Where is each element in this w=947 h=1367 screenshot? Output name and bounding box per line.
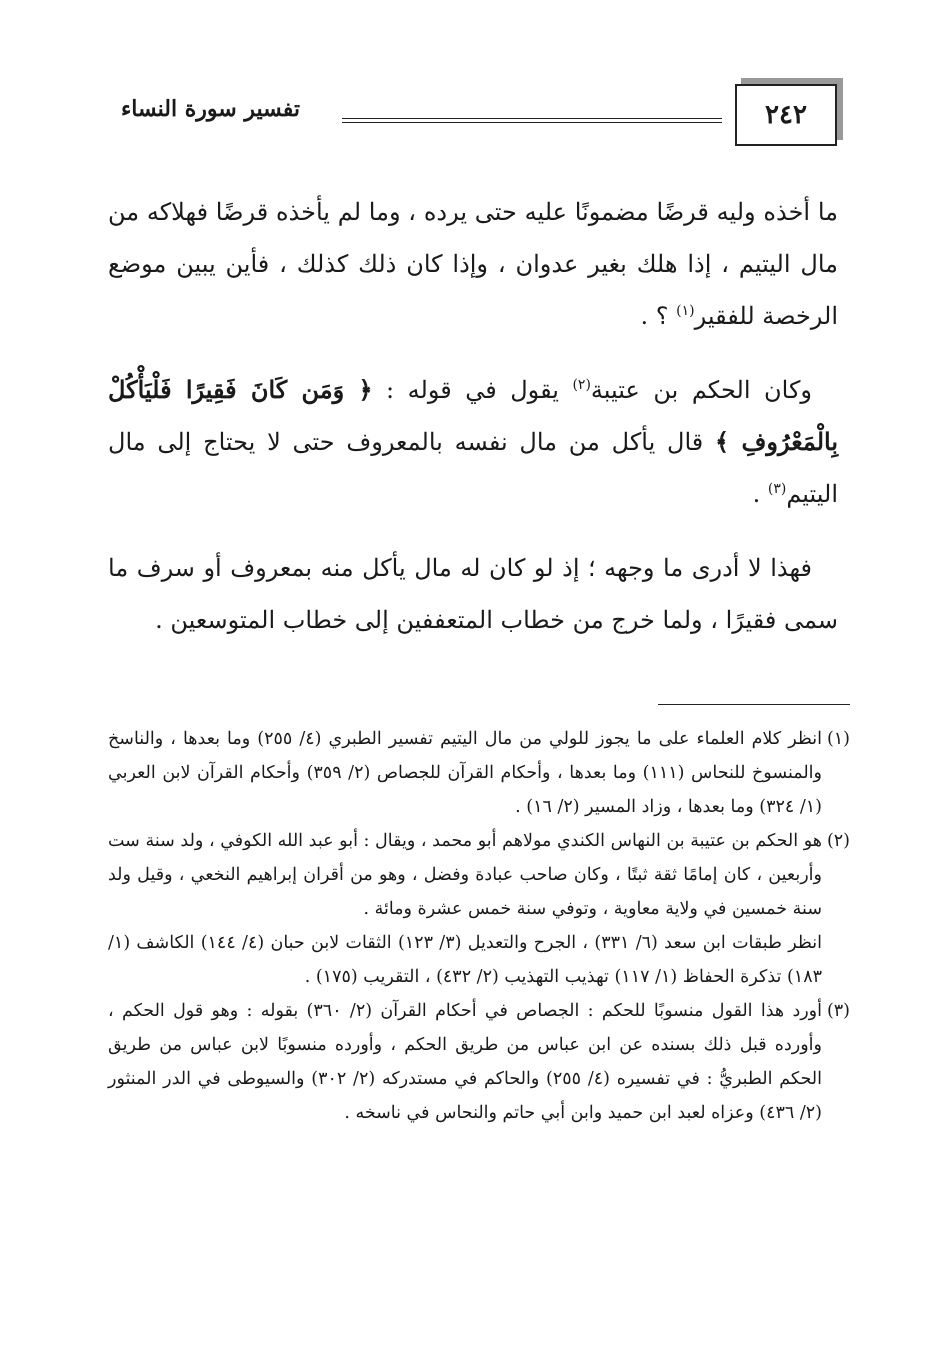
footnote-1-number: (١) [826, 729, 850, 749]
footnote-1 [108, 722, 850, 824]
footnote-2-references-text: انظر طبقات ابن سعد (٦/ ٣٣١) ، الجرح والتعديل (٣/ ١٢٣) الثقات لابن حبان (٤/ ١٤٤) الكاشف (١/ ١٨٣) تذكرة الحفاظ (١/ ١١٧) تهذيب التهذيب (٢/ ٤٣٢) ، التقريب (١٧٥) . [108, 933, 822, 987]
paragraph-2-text-b: يقول في قوله : [372, 376, 573, 404]
paragraph-1 [108, 186, 838, 342]
paragraph-2 [108, 364, 838, 520]
paragraph-2-end: . [752, 480, 768, 508]
footnote-3-number: (٣) [826, 1001, 850, 1021]
header-rule [342, 118, 722, 123]
footnote-ref-1: (١) [676, 303, 695, 319]
page-number: ٢٤٢ [735, 84, 837, 146]
footnote-3-text: أورد هذا القول منسوبًا للحكم : الجصاص في أحكام القرآن (٢/ ٣٦٠) بقوله : وهو قول الحكم ، وأورده قبل ذلك بسنده عن ابن عباس من طريق الحكم ، وأورده منسوبًا لابن عباس من طريق الحكم الطبريُّ : في تفسيره (٤/ ٢٥٥) والحاكم في مستدركه (٢/ ٣٠٢) والسيوطى في الدر المنثور (٢/ ٤٣٦) وعزاه لعبد ابن حميد وابن أبي حاتم والنحاس في ناسخه . [108, 1001, 822, 1123]
paragraph-1-end: ؟ . [640, 302, 677, 330]
paragraph-2-text-a: وكان الحكم بن عتيبة [590, 376, 813, 404]
footnote-1-text: انظر كلام العلماء على ما يجوز للولي من مال اليتيم تفسير الطبري (٤/ ٢٥٥) وما بعدها ، والناسخ والمنسوخ للنحاس (١١١) وما بعدها ، وأحكام القرآن للجصاص (٢/ ٣٥٩) وأحكام القرآن لابن العربي (١/ ٣٢٤) وما بعدها ، وزاد المسير (٢/ ١٦) . [108, 729, 822, 817]
footnote-3 [108, 994, 850, 1130]
footnote-2 [108, 824, 850, 926]
running-header-title: تفسير سورة النساء [120, 96, 300, 122]
footnote-separator [658, 704, 850, 705]
footnote-2-references [108, 926, 850, 994]
footnote-2-number: (٢) [826, 831, 850, 851]
footnote-ref-2: (٢) [572, 377, 591, 393]
footnote-2-text: هو الحكم بن عتيبة بن النهاس الكندي مولاهم أبو محمد ، ويقال : أبو عبد الله الكوفي ، ولد سنة ست وأربعين ، كان إمامًا ثقة ثبتًا ، وكان صاحب عبادة وفضل ، وهو من أقران إبراهيم النخعي ، وقيل ولد سنة خمسين في ولاية معاوية ، وتوفي سنة خمس عشرة ومائة . [108, 831, 822, 919]
paragraph-3: فهذا لا أدرى ما وجهه ؛ إذ لو كان له مال يأكل منه بمعروف أو سرف ما سمى فقيرًا ، ولما خرج من خطاب المتعففين إلى خطاب المتوسعين . [108, 554, 838, 634]
paragraph-2-text-c: قال يأكل من مال نفسه بالمعروف حتى لا يحتاج إلى مال اليتيم [108, 428, 838, 508]
quran-verse: ﴿ وَمَن كَانَ فَقِيرًا فَلْيَأْكُلْ بِالْمَعْرُوفِ ﴾ [108, 375, 838, 456]
footnote-ref-3: (٣) [767, 481, 787, 497]
main-text [108, 186, 838, 668]
paragraph-1-text: ما أخذه وليه قرضًا مضمونًا عليه حتى يرده ، وما لم يأخذه قرضًا فهلاكه من مال اليتيم ، إذا هلك بغير عدوان ، وإذا كان ذلك كذلك ، فأين يبين موضع الرخصة للفقير [108, 198, 838, 330]
footnotes [108, 722, 850, 1130]
